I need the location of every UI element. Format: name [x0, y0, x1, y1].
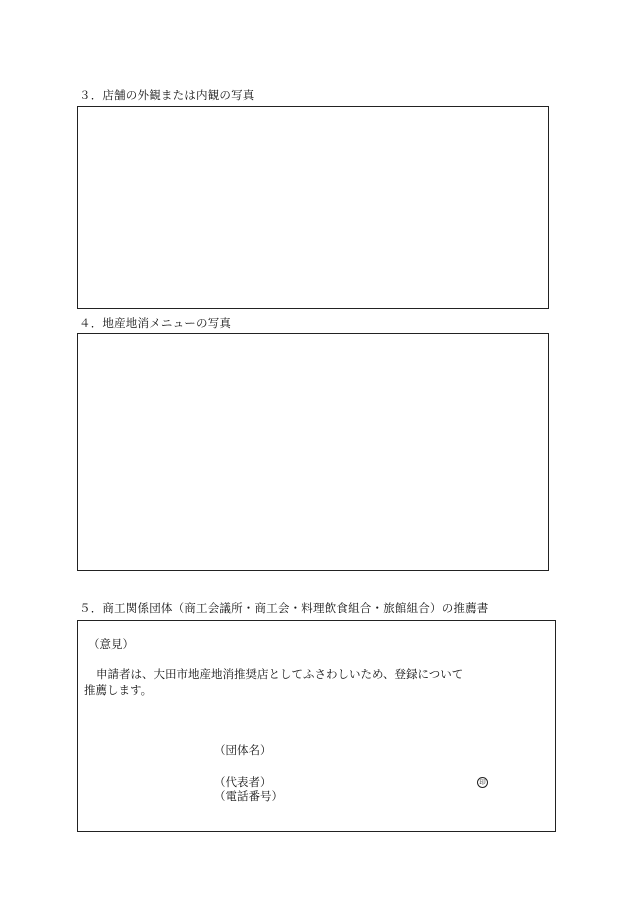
recommendation-box [77, 620, 556, 832]
representative-label: （代表者） [214, 775, 272, 789]
storefront-photo-box[interactable] [77, 106, 549, 309]
recommendation-body-line1: 申請者は、大田市地産地消推奨店としてふさわしいため、登録について [96, 667, 464, 681]
phone-label: （電話番号） [214, 789, 283, 803]
section3-title: ３．店舗の外観または内観の写真 [79, 88, 255, 102]
section4-title: ４．地産地消メニューの写真 [79, 316, 232, 330]
recommendation-body-line2: 推薦します。 [84, 683, 153, 697]
seal-mark-icon: 印 [477, 777, 488, 788]
org-name-label: （団体名） [214, 743, 272, 757]
opinion-label: （意見） [88, 637, 134, 651]
menu-photo-box[interactable] [77, 333, 549, 571]
section5-title: ５．商工関係団体（商工会議所・商工会・料理飲食組合・旅館組合）の推薦書 [79, 601, 489, 615]
